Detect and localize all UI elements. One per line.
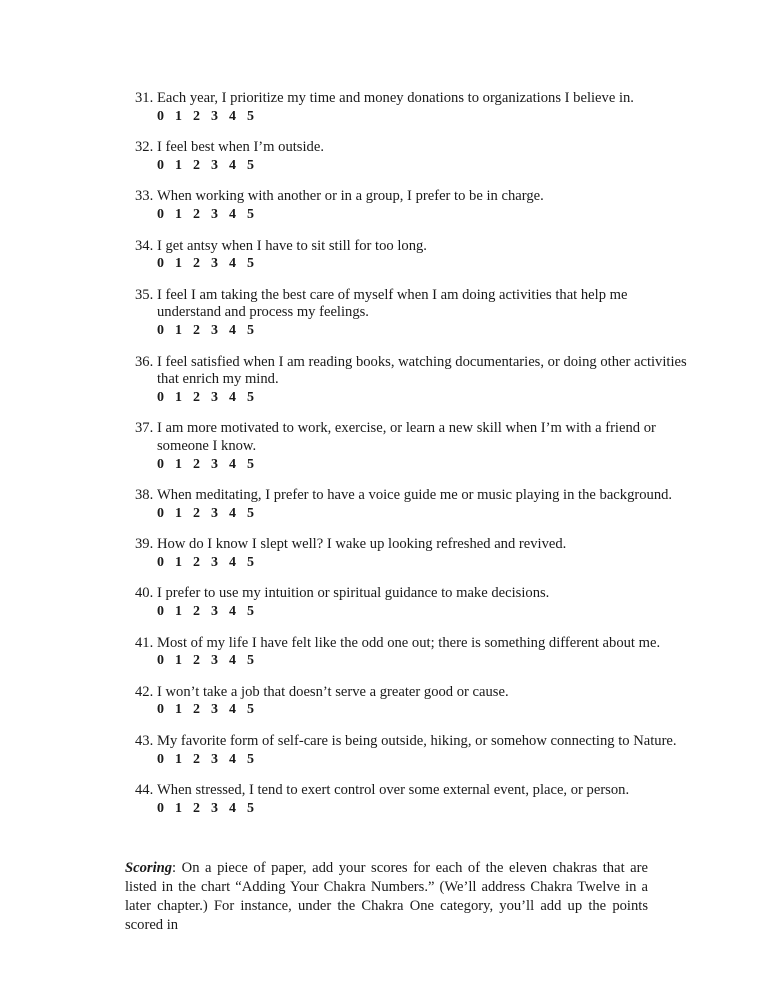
question-number: 39. xyxy=(135,536,154,553)
question-number: 38. xyxy=(135,487,154,504)
question-text: How do I know I slept well? I wake up looking refreshed and revived. xyxy=(157,536,567,553)
question-item xyxy=(135,90,695,125)
question-number: 41. xyxy=(135,634,154,651)
rating-scale: 0 1 2 3 4 5 xyxy=(157,554,254,570)
question-item xyxy=(135,684,695,719)
question-number: 33. xyxy=(135,188,154,205)
question-text: Each year, I prioritize my time and money donations to organizations I believe in. xyxy=(157,90,634,106)
question-text: I get antsy when I have to sit still for too long. xyxy=(157,237,427,254)
question-number: 44. xyxy=(135,782,154,799)
question-number: 31. xyxy=(135,90,154,106)
rating-scale: 0 1 2 3 4 5 xyxy=(157,389,254,405)
rating-scale: 0 1 2 3 4 5 xyxy=(157,206,254,222)
question-item xyxy=(135,782,695,817)
question-text: Most of my life I have felt like the odd one out; there is something different about me. xyxy=(157,634,661,651)
question-item xyxy=(135,536,695,571)
question-number: 43. xyxy=(135,733,154,750)
question-text: I feel best when I’m outside. xyxy=(157,139,324,156)
question-item xyxy=(135,238,695,273)
question-text: When meditating, I prefer to have a voice guide me or music playing in the background. xyxy=(157,487,673,504)
scoring-label: Scoring xyxy=(125,859,173,876)
questionnaire-list xyxy=(135,90,695,817)
rating-scale: 0 1 2 3 4 5 xyxy=(157,653,254,669)
question-item xyxy=(135,585,695,620)
question-text: When stressed, I tend to exert control over some external event, place, or person. xyxy=(157,782,630,799)
rating-scale: 0 1 2 3 4 5 xyxy=(157,751,254,767)
question-text: I prefer to use my intuition or spiritual guidance to make decisions. xyxy=(157,585,550,602)
question-item xyxy=(135,188,695,223)
question-number: 32. xyxy=(135,139,154,156)
scoring-text: : On a piece of paper, add your scores for each of the eleven chakras that are listed in the chart “Adding Your Chakra Numbers.” (We’ll address Chakra Twelve in a later chapter.) For instance, under the Chakra One category, you’ll add up the points scored in xyxy=(125,859,648,934)
rating-scale: 0 1 2 3 4 5 xyxy=(157,322,254,338)
rating-scale: 0 1 2 3 4 5 xyxy=(157,157,254,173)
question-item xyxy=(135,354,695,407)
rating-scale: 0 1 2 3 4 5 xyxy=(157,702,254,718)
question-item xyxy=(135,139,695,174)
question-item xyxy=(135,733,695,768)
question-item xyxy=(135,420,695,473)
question-number: 42. xyxy=(135,683,154,700)
question-number: 35. xyxy=(135,286,154,303)
rating-scale: 0 1 2 3 4 5 xyxy=(157,256,254,272)
question-text: I won’t take a job that doesn’t serve a greater good or cause. xyxy=(157,683,509,700)
question-text: I am more motivated to work, exercise, or learn a new skill when I’m with a friend or someone I know. xyxy=(157,420,656,454)
rating-scale: 0 1 2 3 4 5 xyxy=(157,108,254,124)
question-number: 36. xyxy=(135,353,154,370)
question-item xyxy=(135,287,695,340)
question-item xyxy=(135,635,695,670)
question-number: 40. xyxy=(135,585,154,602)
question-text: My favorite form of self-care is being outside, hiking, or somehow connecting to Nature. xyxy=(157,733,677,750)
rating-scale: 0 1 2 3 4 5 xyxy=(157,456,254,472)
question-number: 37. xyxy=(135,420,154,437)
rating-scale: 0 1 2 3 4 5 xyxy=(157,800,254,816)
rating-scale: 0 1 2 3 4 5 xyxy=(157,604,254,620)
question-text: I feel I am taking the best care of myself when I am doing activities that help me understand and process my feelings. xyxy=(157,286,628,321)
question-text: When working with another or in a group, I prefer to be in charge. xyxy=(157,188,544,205)
rating-scale: 0 1 2 3 4 5 xyxy=(157,505,254,521)
question-text: I feel satisfied when I am reading books, watching documentaries, or doing other activities that enrich my mind. xyxy=(157,353,687,388)
scoring-paragraph xyxy=(125,859,648,936)
question-item xyxy=(135,487,695,522)
question-number: 34. xyxy=(135,237,154,254)
